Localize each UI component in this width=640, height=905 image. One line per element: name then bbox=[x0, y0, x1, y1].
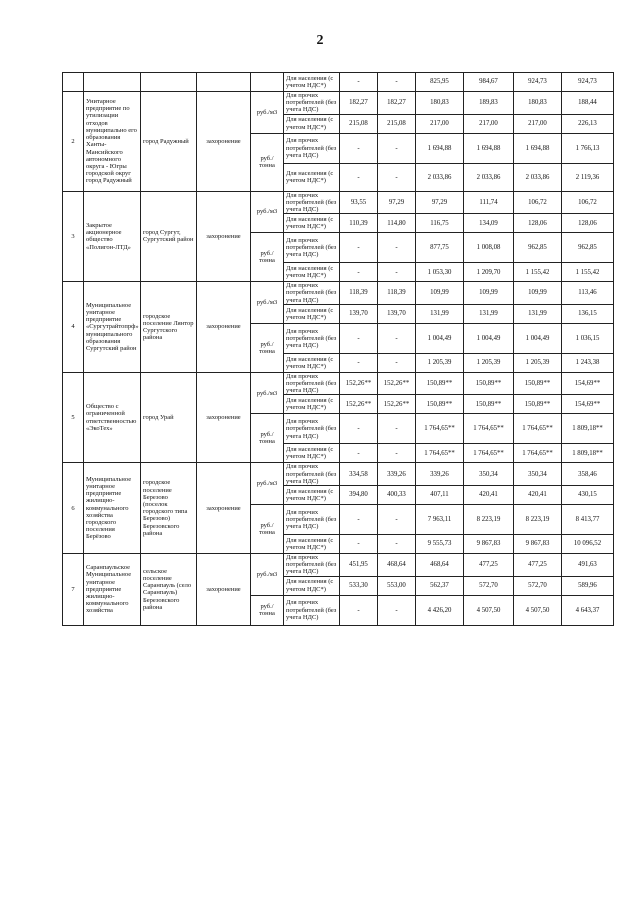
table-row bbox=[63, 372, 614, 395]
value-cell: 131,99 bbox=[514, 304, 562, 323]
value-cell: 150,89** bbox=[416, 395, 464, 414]
value-cell: 215,08 bbox=[378, 114, 416, 133]
value-cell: 339,26 bbox=[378, 463, 416, 486]
category-cell: Для прочих потребителей (без учета НДС) bbox=[284, 282, 340, 305]
value-cell: 217,00 bbox=[514, 114, 562, 133]
value-cell: 4 507,50 bbox=[514, 595, 562, 625]
category-cell: Для населения (с учетом НДС*) bbox=[284, 214, 340, 233]
value-cell: 420,41 bbox=[464, 486, 514, 505]
table-row bbox=[63, 554, 614, 577]
value-cell: 128,06 bbox=[562, 214, 614, 233]
value-cell: - bbox=[378, 535, 416, 554]
unit-cell: руб./м3 bbox=[251, 463, 284, 505]
unit-cell bbox=[251, 73, 284, 92]
value-cell: 4 426,20 bbox=[416, 595, 464, 625]
territory-cell: город Радужный bbox=[141, 92, 197, 192]
value-cell: 420,41 bbox=[514, 486, 562, 505]
table-row bbox=[63, 282, 614, 305]
value-cell: 131,99 bbox=[464, 304, 514, 323]
value-cell: 189,83 bbox=[464, 92, 514, 115]
value-cell: 430,15 bbox=[562, 486, 614, 505]
value-cell: - bbox=[340, 263, 378, 282]
page-number: 2 bbox=[316, 33, 324, 48]
unit-cell: руб./тонна bbox=[251, 133, 284, 191]
value-cell: 2 033,86 bbox=[514, 163, 562, 191]
category-cell: Для населения (с учетом НДС*) bbox=[284, 73, 340, 92]
unit-cell: руб./тонна bbox=[251, 505, 284, 554]
value-cell: 1 004,49 bbox=[464, 323, 514, 353]
value-cell: 109,99 bbox=[464, 282, 514, 305]
table-row bbox=[63, 191, 614, 214]
value-cell: 4 507,50 bbox=[464, 595, 514, 625]
value-cell: 226,13 bbox=[562, 114, 614, 133]
value-cell: - bbox=[378, 444, 416, 463]
value-cell: 139,70 bbox=[378, 304, 416, 323]
category-cell: Для населения (с учетом НДС*) bbox=[284, 576, 340, 595]
value-cell: - bbox=[378, 233, 416, 263]
activity-cell: захоронение bbox=[197, 463, 251, 554]
value-cell: 217,00 bbox=[464, 114, 514, 133]
category-cell: Для населения (с учетом НДС*) bbox=[284, 535, 340, 554]
value-cell: - bbox=[340, 414, 378, 444]
unit-cell: руб./м3 bbox=[251, 191, 284, 233]
activity-cell: захоронение bbox=[197, 554, 251, 626]
value-cell: - bbox=[378, 263, 416, 282]
value-cell: 339,26 bbox=[416, 463, 464, 486]
value-cell: - bbox=[340, 595, 378, 625]
category-cell: Для прочих потребителей (без учета НДС) bbox=[284, 554, 340, 577]
row-number-cell: 4 bbox=[63, 282, 84, 373]
value-cell: 106,72 bbox=[514, 191, 562, 214]
value-cell: 152,26** bbox=[378, 395, 416, 414]
value-cell: 97,29 bbox=[378, 191, 416, 214]
value-cell: 10 096,52 bbox=[562, 535, 614, 554]
value-cell: 139,70 bbox=[340, 304, 378, 323]
value-cell: 1 209,70 bbox=[464, 263, 514, 282]
unit-cell: руб./м3 bbox=[251, 282, 284, 324]
value-cell: 9 867,83 bbox=[464, 535, 514, 554]
value-cell: 825,95 bbox=[416, 73, 464, 92]
value-cell: 350,34 bbox=[464, 463, 514, 486]
activity-cell: захоронение bbox=[197, 191, 251, 282]
table-row bbox=[63, 73, 614, 92]
value-cell: 154,69** bbox=[562, 395, 614, 414]
value-cell: 136,15 bbox=[562, 304, 614, 323]
value-cell: 1 694,88 bbox=[416, 133, 464, 163]
value-cell: 131,99 bbox=[416, 304, 464, 323]
value-cell: - bbox=[340, 323, 378, 353]
value-cell: 217,00 bbox=[416, 114, 464, 133]
value-cell: 110,39 bbox=[340, 214, 378, 233]
unit-cell: руб./тонна bbox=[251, 323, 284, 372]
organization-cell: Унитарное предприятие по утилизации отходов муниципально его образования Ханты-Мансийского автономного округа - Югры городской округ город Радужный bbox=[84, 92, 141, 192]
category-cell: Для населения (с учетом НДС*) bbox=[284, 353, 340, 372]
row-number-cell bbox=[63, 73, 84, 92]
value-cell: 114,80 bbox=[378, 214, 416, 233]
activity-cell: захоронение bbox=[197, 372, 251, 463]
value-cell: 962,85 bbox=[514, 233, 562, 263]
value-cell: - bbox=[378, 595, 416, 625]
value-cell: 562,37 bbox=[416, 576, 464, 595]
value-cell: 1 764,65** bbox=[416, 444, 464, 463]
value-cell: 1 764,65** bbox=[416, 414, 464, 444]
territory-cell: город Урай bbox=[141, 372, 197, 463]
category-cell: Для населения (с учетом НДС*) bbox=[284, 304, 340, 323]
value-cell: 1 008,08 bbox=[464, 233, 514, 263]
value-cell: 924,73 bbox=[514, 73, 562, 92]
territory-cell: городское поселение Березово (поселок городского типа Березово) Березовского района bbox=[141, 463, 197, 554]
value-cell: 1 809,18** bbox=[562, 414, 614, 444]
value-cell: 150,89** bbox=[464, 372, 514, 395]
value-cell: 113,46 bbox=[562, 282, 614, 305]
value-cell: 1 764,65** bbox=[464, 444, 514, 463]
value-cell: 180,83 bbox=[514, 92, 562, 115]
value-cell: 188,44 bbox=[562, 92, 614, 115]
category-cell: Для населения (с учетом НДС*) bbox=[284, 486, 340, 505]
value-cell: 109,99 bbox=[514, 282, 562, 305]
value-cell: 2 119,36 bbox=[562, 163, 614, 191]
table-row bbox=[63, 92, 614, 115]
value-cell: 358,46 bbox=[562, 463, 614, 486]
value-cell: 1 766,13 bbox=[562, 133, 614, 163]
value-cell: 533,30 bbox=[340, 576, 378, 595]
value-cell: 468,64 bbox=[416, 554, 464, 577]
value-cell: 1 205,39 bbox=[416, 353, 464, 372]
value-cell: - bbox=[340, 444, 378, 463]
table-row bbox=[63, 463, 614, 486]
activity-cell bbox=[197, 73, 251, 92]
value-cell: 477,25 bbox=[464, 554, 514, 577]
value-cell: 1 205,39 bbox=[514, 353, 562, 372]
value-cell: 1 004,49 bbox=[416, 323, 464, 353]
category-cell: Для прочих потребителей (без учета НДС) bbox=[284, 233, 340, 263]
row-number-cell: 3 bbox=[63, 191, 84, 282]
value-cell: 9 555,73 bbox=[416, 535, 464, 554]
value-cell: - bbox=[340, 73, 378, 92]
value-cell: 152,26** bbox=[378, 372, 416, 395]
unit-cell: руб./м3 bbox=[251, 554, 284, 596]
row-number-cell: 2 bbox=[63, 92, 84, 192]
value-cell: 8 413,77 bbox=[562, 505, 614, 535]
value-cell: 877,75 bbox=[416, 233, 464, 263]
category-cell: Для прочих потребителей (без учета НДС) bbox=[284, 463, 340, 486]
activity-cell: захоронение bbox=[197, 282, 251, 373]
value-cell: 589,96 bbox=[562, 576, 614, 595]
unit-cell: руб./тонна bbox=[251, 595, 284, 625]
value-cell: 477,25 bbox=[514, 554, 562, 577]
category-cell: Для прочих потребителей (без учета НДС) bbox=[284, 595, 340, 625]
value-cell: 111,74 bbox=[464, 191, 514, 214]
value-cell: 150,89** bbox=[514, 372, 562, 395]
value-cell: 1 205,39 bbox=[464, 353, 514, 372]
unit-cell: руб./тонна bbox=[251, 414, 284, 463]
value-cell: 118,39 bbox=[340, 282, 378, 305]
territory-cell: городское поселение Лянтор Сургутского района bbox=[141, 282, 197, 373]
value-cell: 572,70 bbox=[514, 576, 562, 595]
category-cell: Для прочих потребителей (без учета НДС) bbox=[284, 92, 340, 115]
value-cell: - bbox=[378, 414, 416, 444]
value-cell: 1 155,42 bbox=[514, 263, 562, 282]
organization-cell: Общество с ограниченной ответственностью «ЭкоТех» bbox=[84, 372, 141, 463]
value-cell: 962,85 bbox=[562, 233, 614, 263]
unit-cell: руб./м3 bbox=[251, 372, 284, 414]
category-cell: Для прочих потребителей (без учета НДС) bbox=[284, 323, 340, 353]
value-cell: 1 809,18** bbox=[562, 444, 614, 463]
value-cell: - bbox=[340, 535, 378, 554]
value-cell: 106,72 bbox=[562, 191, 614, 214]
organization-cell bbox=[84, 73, 141, 92]
category-cell: Для населения (с учетом НДС*) bbox=[284, 163, 340, 191]
value-cell: 1 764,65** bbox=[464, 414, 514, 444]
value-cell: 182,27 bbox=[340, 92, 378, 115]
value-cell: 1 694,88 bbox=[514, 133, 562, 163]
value-cell: 134,09 bbox=[464, 214, 514, 233]
value-cell: 1 764,65** bbox=[514, 414, 562, 444]
value-cell: 182,27 bbox=[378, 92, 416, 115]
category-cell: Для прочих потребителей (без учета НДС) bbox=[284, 133, 340, 163]
value-cell: 8 223,19 bbox=[464, 505, 514, 535]
value-cell: 350,34 bbox=[514, 463, 562, 486]
value-cell: 1 155,42 bbox=[562, 263, 614, 282]
value-cell: 1 694,88 bbox=[464, 133, 514, 163]
value-cell: 572,70 bbox=[464, 576, 514, 595]
value-cell: 7 963,11 bbox=[416, 505, 464, 535]
value-cell: 451,95 bbox=[340, 554, 378, 577]
value-cell: 400,33 bbox=[378, 486, 416, 505]
category-cell: Для населения (с учетом НДС*) bbox=[284, 395, 340, 414]
activity-cell: захоронение bbox=[197, 92, 251, 192]
row-number-cell: 6 bbox=[63, 463, 84, 554]
value-cell: 491,63 bbox=[562, 554, 614, 577]
value-cell: 109,99 bbox=[416, 282, 464, 305]
value-cell: 154,69** bbox=[562, 372, 614, 395]
value-cell: 334,58 bbox=[340, 463, 378, 486]
territory-cell: город Сургут, Сургутский район bbox=[141, 191, 197, 282]
value-cell: - bbox=[340, 163, 378, 191]
organization-cell: Муниципальное унитарное предприятие жилищно-коммунального хозяйства городского поселения Берёзово bbox=[84, 463, 141, 554]
value-cell: 128,06 bbox=[514, 214, 562, 233]
value-cell: 1 004,49 bbox=[514, 323, 562, 353]
value-cell: 150,89** bbox=[464, 395, 514, 414]
value-cell: - bbox=[340, 133, 378, 163]
value-cell: 93,55 bbox=[340, 191, 378, 214]
value-cell: - bbox=[378, 353, 416, 372]
category-cell: Для прочих потребителей (без учета НДС) bbox=[284, 414, 340, 444]
category-cell: Для населения (с учетом НДС*) bbox=[284, 444, 340, 463]
value-cell: 118,39 bbox=[378, 282, 416, 305]
value-cell: 407,11 bbox=[416, 486, 464, 505]
category-cell: Для прочих потребителей (без учета НДС) bbox=[284, 372, 340, 395]
value-cell: 1 764,65** bbox=[514, 444, 562, 463]
value-cell: - bbox=[378, 505, 416, 535]
value-cell: 150,89** bbox=[416, 372, 464, 395]
value-cell: - bbox=[378, 73, 416, 92]
value-cell: 1 036,15 bbox=[562, 323, 614, 353]
value-cell: 2 033,86 bbox=[464, 163, 514, 191]
value-cell: 553,00 bbox=[378, 576, 416, 595]
value-cell: 152,26** bbox=[340, 395, 378, 414]
value-cell: 116,75 bbox=[416, 214, 464, 233]
organization-cell: Саранпаульское Муниципальное унитарное предприятие жилищно-коммунального хозяйства bbox=[84, 554, 141, 626]
category-cell: Для населения (с учетом НДС*) bbox=[284, 114, 340, 133]
value-cell: 97,29 bbox=[416, 191, 464, 214]
value-cell: - bbox=[378, 163, 416, 191]
value-cell: 924,73 bbox=[562, 73, 614, 92]
row-number-cell: 7 bbox=[63, 554, 84, 626]
value-cell: - bbox=[340, 233, 378, 263]
value-cell: 150,89** bbox=[514, 395, 562, 414]
category-cell: Для прочих потребителей (без учета НДС) bbox=[284, 191, 340, 214]
value-cell: 984,67 bbox=[464, 73, 514, 92]
value-cell: 2 033,86 bbox=[416, 163, 464, 191]
value-cell: - bbox=[340, 353, 378, 372]
tariff-table bbox=[62, 72, 614, 626]
category-cell: Для прочих потребителей (без учета НДС) bbox=[284, 505, 340, 535]
value-cell: 215,08 bbox=[340, 114, 378, 133]
value-cell: 8 223,19 bbox=[514, 505, 562, 535]
value-cell: 394,80 bbox=[340, 486, 378, 505]
category-cell: Для населения (с учетом НДС*) bbox=[284, 263, 340, 282]
organization-cell: Закрытое акционерное общество «Полигон-ЛТД» bbox=[84, 191, 141, 282]
value-cell: 468,64 bbox=[378, 554, 416, 577]
value-cell: 1 243,38 bbox=[562, 353, 614, 372]
value-cell: 1 053,30 bbox=[416, 263, 464, 282]
territory-cell bbox=[141, 73, 197, 92]
organization-cell: Муниципальное унитарное предприятие «Сургутрайтопрф» муниципального образования Сургутский район bbox=[84, 282, 141, 373]
unit-cell: руб./м3 bbox=[251, 92, 284, 134]
value-cell: 9 867,83 bbox=[514, 535, 562, 554]
unit-cell: руб./тонна bbox=[251, 233, 284, 282]
value-cell: - bbox=[340, 505, 378, 535]
territory-cell: сельское поселение Саранпауль (село Саранпауль) Березовского района bbox=[141, 554, 197, 626]
value-cell: 180,83 bbox=[416, 92, 464, 115]
value-cell: - bbox=[378, 133, 416, 163]
value-cell: 152,26** bbox=[340, 372, 378, 395]
row-number-cell: 5 bbox=[63, 372, 84, 463]
value-cell: 4 643,37 bbox=[562, 595, 614, 625]
value-cell: - bbox=[378, 323, 416, 353]
